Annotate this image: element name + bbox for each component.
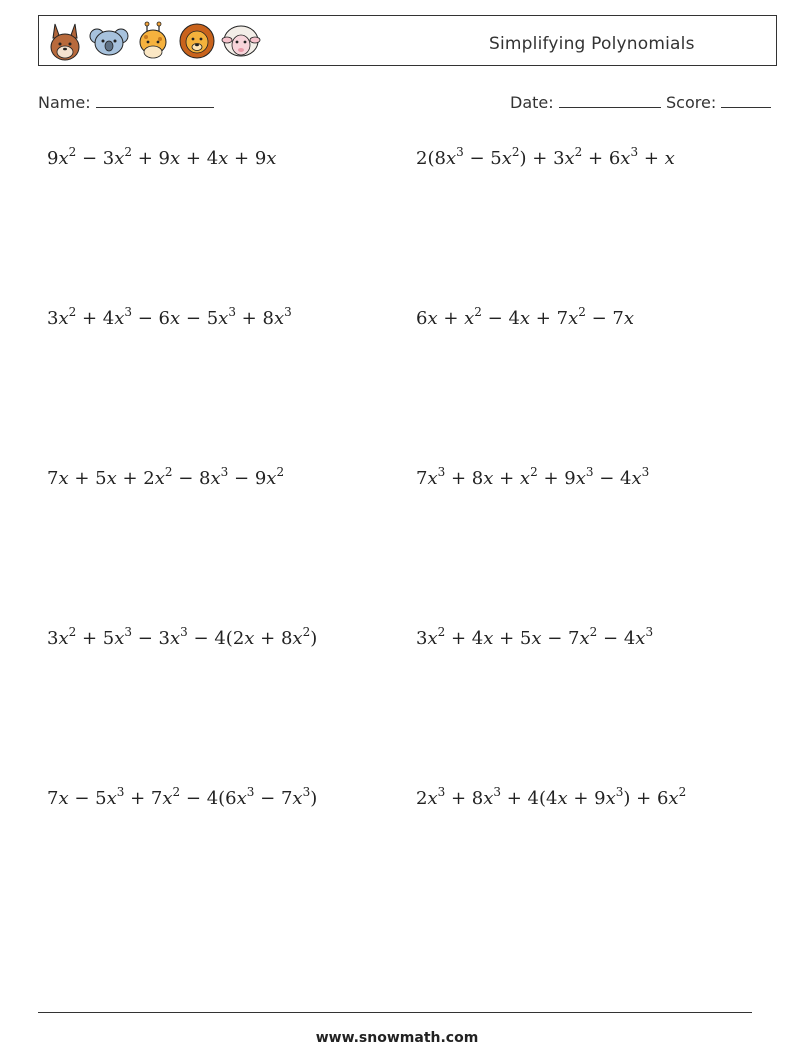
date-field-row — [510, 93, 661, 112]
sheep-icon — [221, 20, 261, 62]
worksheet-title: Simplifying Polynomials — [489, 34, 695, 54]
problem-expression: $7x - 5x^3 + 7x^2 - 4(6x^3 - 7x^3)$ — [47, 785, 318, 809]
problem-expression: $3x^2 + 4x + 5x - 7x^2 - 4x^3$ — [416, 625, 654, 649]
name-label: Name: — [38, 93, 91, 112]
score-label: Score: — [666, 93, 717, 112]
problem-expression: $2x^3 + 8x^3 + 4(4x + 9x^3) + 6x^2$ — [416, 785, 687, 809]
giraffe-icon — [133, 20, 173, 62]
problem-expression: $3x^2 + 5x^3 - 3x^3 - 4(2x + 8x^2)$ — [47, 625, 318, 649]
problem-expression: $7x + 5x + 2x^2 - 8x^3 - 9x^2$ — [47, 465, 285, 489]
koala-icon — [89, 20, 129, 62]
footer-url: www.snowmath.com — [315, 1030, 479, 1046]
date-blank[interactable] — [559, 93, 661, 108]
footer-divider — [38, 1012, 752, 1013]
problem-expression: $7x^3 + 8x + x^2 + 9x^3 - 4x^3$ — [416, 465, 650, 489]
problem-expression: $2(8x^3 - 5x^2) + 3x^2 + 6x^3 + x$ — [416, 145, 675, 169]
name-field-row — [38, 93, 214, 112]
date-label: Date: — [510, 93, 554, 112]
problem-expression: $9x^2 - 3x^2 + 9x + 4x + 9x$ — [47, 145, 277, 169]
worksheet-header — [38, 15, 777, 66]
problem-expression: $6x + x^2 - 4x + 7x^2 - 7x$ — [416, 305, 634, 329]
rabbit-icon — [45, 20, 85, 62]
score-field-row — [666, 93, 771, 112]
problem-expression: $3x^2 + 4x^3 - 6x - 5x^3 + 8x^3$ — [47, 305, 292, 329]
name-blank[interactable] — [96, 93, 214, 108]
score-blank[interactable] — [721, 93, 771, 108]
lion-icon — [177, 20, 217, 62]
animal-icons — [45, 20, 261, 62]
